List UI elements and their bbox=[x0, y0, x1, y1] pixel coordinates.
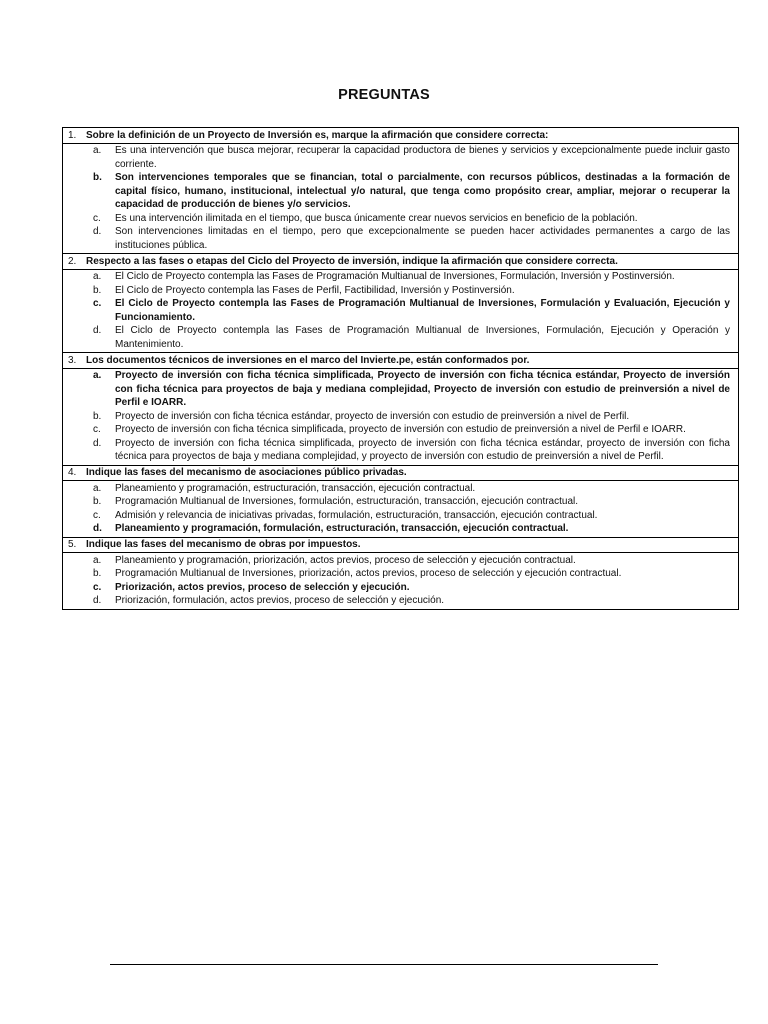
option-text: El Ciclo de Proyecto contempla las Fases de Programación Multianual de Inversiones, Formulación, Ejecución y Operación y Mantenimiento. bbox=[115, 325, 730, 350]
question-text: Respecto a las fases o etapas del Ciclo del Proyecto de inversión, indique la afirmación que considere correcta. bbox=[86, 255, 618, 267]
options-list bbox=[63, 144, 738, 255]
option-letter: b. bbox=[93, 172, 102, 183]
option-text: Proyecto de inversión con ficha técnica estándar, proyecto de inversión con estudio de preinversión a nivel de Perfil. bbox=[115, 410, 630, 422]
option-item-correct bbox=[63, 581, 738, 595]
question-row bbox=[63, 128, 738, 144]
option-item bbox=[63, 567, 738, 581]
question-text: Indique las fases del mecanismo de obras por impuestos. bbox=[86, 539, 361, 550]
option-letter: c. bbox=[93, 509, 101, 521]
option-item bbox=[63, 509, 738, 523]
option-text: Proyecto de inversión con ficha técnica simplificada, proyecto de inversión con ficha técnica estándar, proyecto de inversión con ficha técnica para proyectos de baja y mediana complejidad, y proyecto de inversión con estudio de preinversión a nivel de Perfil. bbox=[115, 437, 730, 462]
option-text: Programación Multianual de Inversiones, priorización, actos previos, proceso de selección y ejecución contractual. bbox=[115, 568, 622, 579]
option-letter: c. bbox=[93, 212, 101, 224]
option-item bbox=[63, 212, 738, 226]
option-item bbox=[63, 410, 738, 424]
option-letter: c. bbox=[93, 298, 102, 309]
question-number: 5. bbox=[68, 539, 77, 550]
option-item bbox=[63, 495, 738, 509]
option-item bbox=[63, 225, 738, 252]
option-text: Planeamiento y programación, formulación, estructuración, transacción, ejecución contractual. bbox=[115, 523, 569, 534]
option-letter: d. bbox=[93, 595, 102, 606]
option-text: El Ciclo de Proyecto contempla las Fases de Perfil, Factibilidad, Inversión y Postinversión. bbox=[115, 284, 515, 296]
question-text: Indique las fases del mecanismo de asociaciones público privadas. bbox=[86, 467, 407, 478]
option-letter: b. bbox=[93, 284, 102, 296]
option-item-correct bbox=[63, 171, 738, 212]
option-letter: d. bbox=[93, 226, 102, 237]
option-text: Proyecto de inversión con ficha técnica simplificada, proyecto de inversión con estudio de preinversión a nivel de Perfil e IOARR. bbox=[115, 424, 686, 435]
option-letter: b. bbox=[93, 568, 102, 579]
option-text: Planeamiento y programación, priorización, actos previos, proceso de selección y ejecución contractual. bbox=[115, 554, 576, 566]
page-title: PREGUNTAS bbox=[338, 87, 430, 103]
option-item bbox=[63, 482, 738, 496]
option-item bbox=[63, 554, 738, 568]
question-number: 4. bbox=[68, 467, 77, 478]
option-item bbox=[63, 144, 738, 171]
question-row bbox=[63, 538, 738, 554]
question-row bbox=[63, 254, 738, 270]
question-text: Sobre la definición de un Proyecto de Inversión es, marque la afirmación que considere correcta: bbox=[86, 129, 549, 141]
question-number: 2. bbox=[68, 255, 77, 267]
option-text: Priorización, formulación, actos previos, proceso de selección y ejecución. bbox=[115, 595, 445, 606]
option-text: Son intervenciones limitadas en el tiempo, pero que excepcionalmente se pueden hacer actividades permanentes a cargo de las instituciones pública. bbox=[115, 226, 730, 251]
option-text: Priorización, actos previos, proceso de selección y ejecución. bbox=[115, 581, 410, 593]
option-text: El Ciclo de Proyecto contempla las Fases de Programación Multianual de Inversiones, Formulación, Inversión y Postinversión. bbox=[115, 271, 675, 282]
options-list bbox=[63, 553, 738, 609]
option-letter: d. bbox=[93, 437, 102, 449]
option-item bbox=[63, 423, 738, 437]
footer-divider bbox=[110, 964, 658, 965]
question-number: 1. bbox=[68, 129, 77, 141]
option-text: Son intervenciones temporales que se financian, total o parcialmente, con recursos públicos, destinadas a la formación de capital físico, humano, institucional, intelectual y/o natural, que tenga como propósito crear, ampliar, mejorar o recuperar la capacidad de producción de bienes y/o servicios. bbox=[115, 172, 730, 210]
option-text: Programación Multianual de Inversiones, formulación, estructuración, transacción, ejecución contractual. bbox=[115, 496, 579, 507]
option-item bbox=[63, 284, 738, 298]
option-text: Planeamiento y programación, estructuración, transacción, ejecución contractual. bbox=[115, 482, 476, 494]
questions-table bbox=[62, 127, 739, 610]
option-text: El Ciclo de Proyecto contempla las Fases de Programación Multianual de Inversiones, Formulación y Evaluación, Ejecución y Funcionamiento. bbox=[115, 298, 730, 323]
option-letter: a. bbox=[93, 370, 102, 381]
option-item bbox=[63, 437, 738, 464]
option-text: Admisión y relevancia de iniciativas privadas, formulación, estructuración, transacción, ejecución contractual. bbox=[115, 509, 598, 521]
option-item-correct bbox=[63, 522, 738, 536]
options-list bbox=[63, 369, 738, 466]
option-letter: a. bbox=[93, 271, 102, 282]
option-item-correct bbox=[63, 297, 738, 324]
option-letter: a. bbox=[93, 554, 102, 566]
option-text: Es una intervención ilimitada en el tiempo, que busca únicamente crear nuevos servicios en beneficio de la población. bbox=[115, 212, 638, 224]
option-text: Proyecto de inversión con ficha técnica simplificada, Proyecto de inversión con ficha técnica estándar, Proyecto de inversión con ficha técnica para proyectos de baja y mediana complejidad, Proyecto de inversión con estudio de preinversión a nivel de Perfil e IOARR. bbox=[115, 370, 730, 408]
option-letter: b. bbox=[93, 410, 102, 422]
option-item bbox=[63, 324, 738, 351]
option-letter: b. bbox=[93, 496, 102, 507]
question-row bbox=[63, 466, 738, 482]
option-letter: c. bbox=[93, 424, 101, 435]
option-letter: a. bbox=[93, 145, 102, 156]
option-item bbox=[63, 270, 738, 284]
option-letter: a. bbox=[93, 482, 102, 494]
question-text: Los documentos técnicos de inversiones en el marco del Invierte.pe, están conformados por. bbox=[86, 354, 530, 366]
question-number: 3. bbox=[68, 354, 77, 366]
option-letter: d. bbox=[93, 325, 102, 336]
options-list bbox=[63, 481, 738, 538]
option-item bbox=[63, 594, 738, 608]
options-list bbox=[63, 270, 738, 354]
option-text: Es una intervención que busca mejorar, recuperar la capacidad productora de bienes y servicios y excepcionalmente puede incluir gasto corriente. bbox=[115, 145, 730, 170]
option-letter: d. bbox=[93, 523, 102, 534]
question-row bbox=[63, 353, 738, 369]
option-item-correct bbox=[63, 369, 738, 410]
option-letter: c. bbox=[93, 581, 102, 593]
